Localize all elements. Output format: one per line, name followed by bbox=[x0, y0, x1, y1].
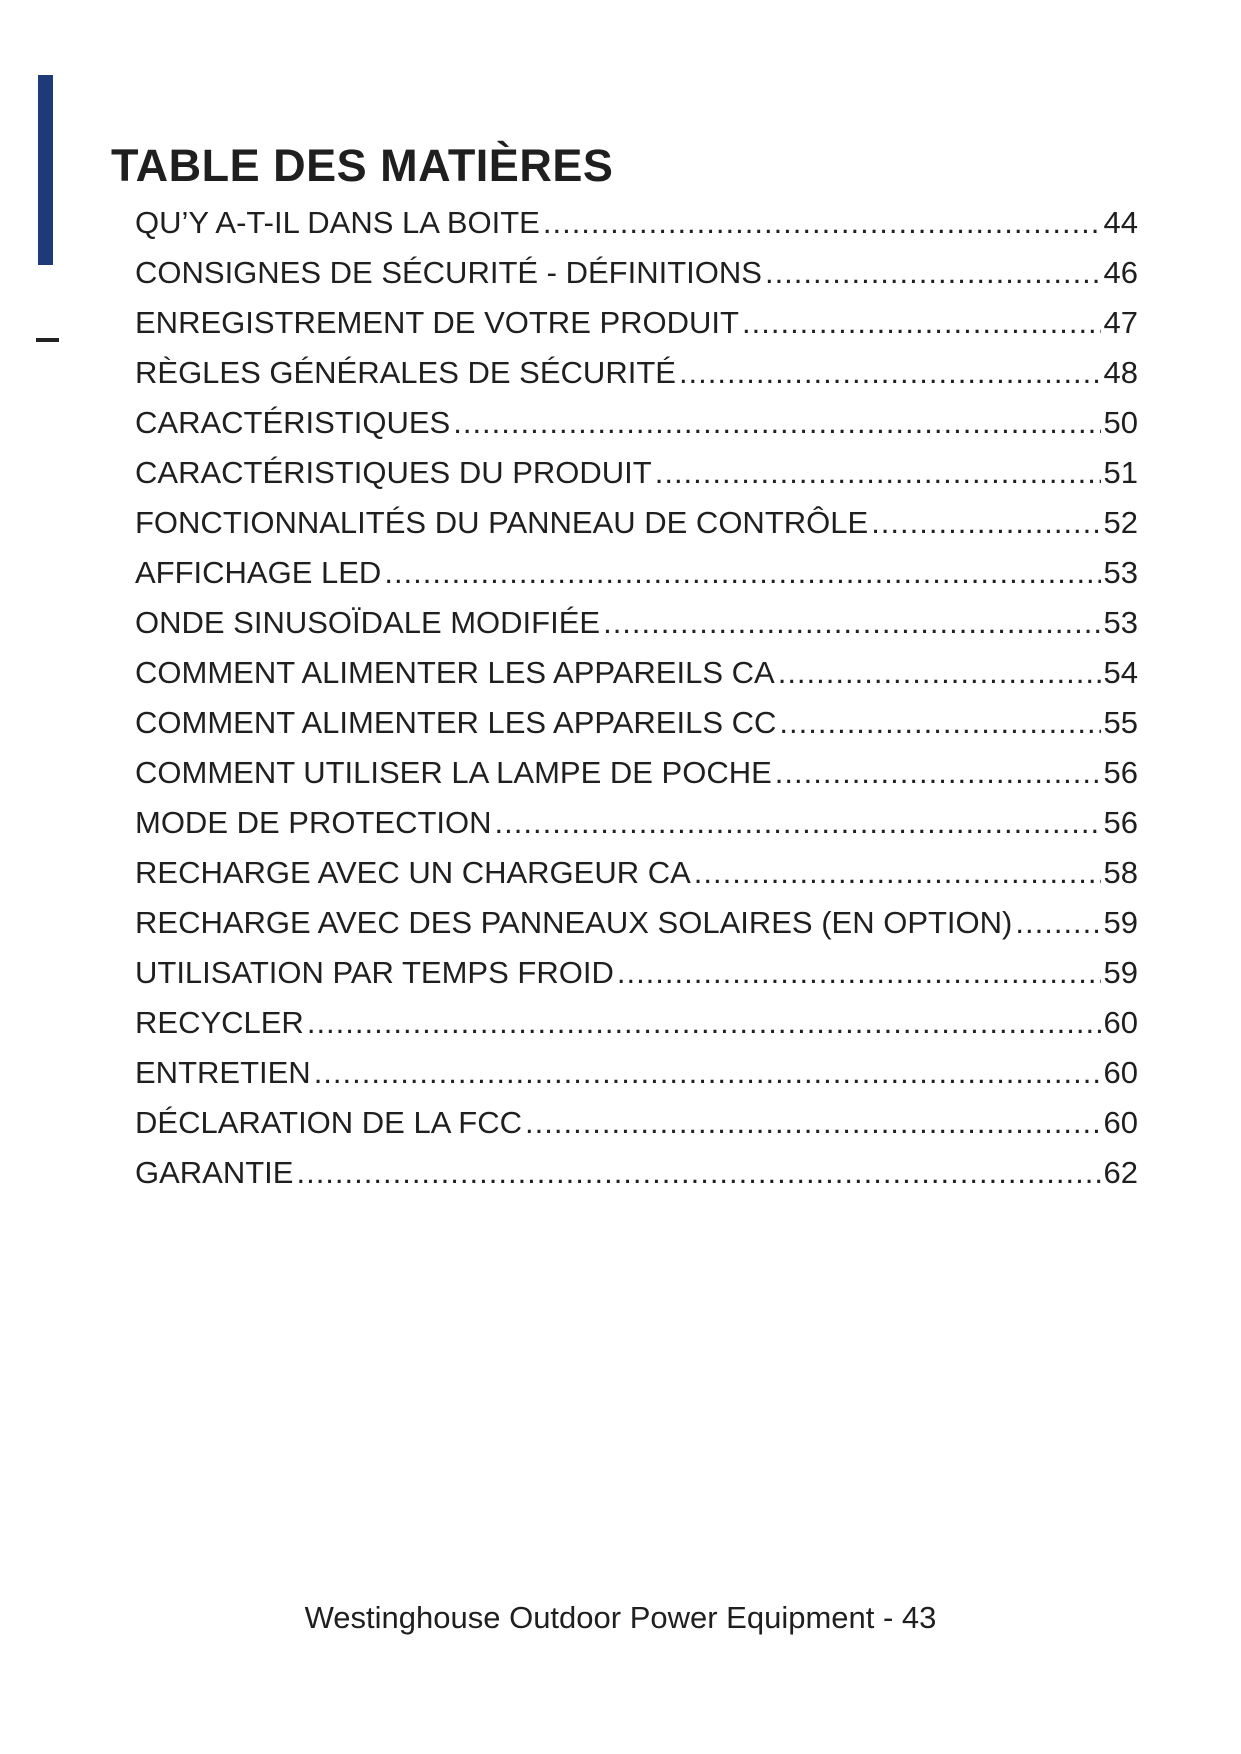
toc-entry-label: MODE DE PROTECTION bbox=[135, 805, 492, 840]
toc-dot-leader bbox=[778, 648, 1101, 698]
toc-entry-page: 53 bbox=[1103, 555, 1138, 590]
toc-entry[interactable] bbox=[135, 748, 1138, 798]
toc-entry[interactable] bbox=[135, 348, 1138, 398]
toc-dot-leader bbox=[603, 598, 1100, 648]
toc-entry-label: FONCTIONNALITÉS DU PANNEAU DE CONTRÔLE bbox=[135, 505, 869, 540]
toc-entry-page: 44 bbox=[1103, 205, 1138, 240]
toc-entry-page: 51 bbox=[1103, 455, 1138, 490]
toc-entry-page: 59 bbox=[1103, 955, 1138, 990]
toc-entry-label: ENREGISTREMENT DE VOTRE PRODUIT bbox=[135, 305, 739, 340]
toc-entry[interactable] bbox=[135, 898, 1138, 948]
toc-entry-page: 60 bbox=[1103, 1055, 1138, 1090]
toc-entry[interactable] bbox=[135, 448, 1138, 498]
table-of-contents bbox=[135, 198, 1138, 1198]
toc-entry[interactable] bbox=[135, 948, 1138, 998]
side-dash-mark bbox=[36, 338, 59, 342]
toc-dot-leader bbox=[617, 948, 1101, 998]
toc-dot-leader bbox=[314, 1048, 1101, 1098]
toc-entry-label: DÉCLARATION DE LA FCC bbox=[135, 1105, 523, 1140]
toc-entry[interactable] bbox=[135, 798, 1138, 848]
toc-dot-leader bbox=[453, 398, 1100, 448]
toc-dot-leader bbox=[384, 548, 1100, 598]
toc-entry[interactable] bbox=[135, 1098, 1138, 1148]
toc-entry-page: 60 bbox=[1103, 1005, 1138, 1040]
toc-entry-page: 54 bbox=[1103, 655, 1138, 690]
toc-dot-leader bbox=[543, 198, 1101, 248]
toc-entry-label: RECHARGE AVEC DES PANNEAUX SOLAIRES (EN OPTION) bbox=[135, 905, 1013, 940]
toc-dot-leader bbox=[775, 748, 1101, 798]
toc-dot-leader bbox=[742, 298, 1101, 348]
toc-entry-page: 62 bbox=[1103, 1155, 1138, 1190]
toc-entry[interactable] bbox=[135, 648, 1138, 698]
toc-entry-page: 60 bbox=[1103, 1105, 1138, 1140]
toc-entry-page: 46 bbox=[1103, 255, 1138, 290]
toc-entry-page: 53 bbox=[1103, 605, 1138, 640]
toc-entry-label: COMMENT ALIMENTER LES APPAREILS CA bbox=[135, 655, 775, 690]
toc-dot-leader bbox=[307, 998, 1101, 1048]
toc-entry-page: 52 bbox=[1103, 505, 1138, 540]
toc-entry-page: 58 bbox=[1103, 855, 1138, 890]
toc-entry-page: 59 bbox=[1103, 905, 1138, 940]
toc-entry[interactable] bbox=[135, 598, 1138, 648]
toc-entry[interactable] bbox=[135, 198, 1138, 248]
toc-entry[interactable] bbox=[135, 998, 1138, 1048]
toc-entry[interactable] bbox=[135, 548, 1138, 598]
toc-dot-leader bbox=[694, 848, 1101, 898]
toc-entry-label: UTILISATION PAR TEMPS FROID bbox=[135, 955, 614, 990]
toc-entry-label: CARACTÉRISTIQUES bbox=[135, 405, 451, 440]
toc-entry-page: 56 bbox=[1103, 805, 1138, 840]
toc-entry-label: ONDE SINUSOÏDALE MODIFIÉE bbox=[135, 605, 601, 640]
toc-dot-leader bbox=[525, 1098, 1101, 1148]
toc-dot-leader bbox=[779, 698, 1100, 748]
toc-entry-label: RECYCLER bbox=[135, 1005, 304, 1040]
toc-entry-page: 55 bbox=[1103, 705, 1138, 740]
toc-entry-label: CARACTÉRISTIQUES DU PRODUIT bbox=[135, 455, 652, 490]
toc-entry[interactable] bbox=[135, 848, 1138, 898]
side-accent-bar bbox=[38, 75, 53, 265]
toc-entry[interactable] bbox=[135, 698, 1138, 748]
toc-dot-leader bbox=[296, 1148, 1100, 1198]
toc-dot-leader bbox=[871, 498, 1100, 548]
toc-entry-label: RECHARGE AVEC UN CHARGEUR CA bbox=[135, 855, 691, 890]
page-footer: Westinghouse Outdoor Power Equipment - 43 bbox=[304, 1600, 937, 1635]
toc-entry-label: QU’Y A-T-IL DANS LA BOITE bbox=[135, 205, 540, 240]
toc-entry[interactable] bbox=[135, 298, 1138, 348]
page-title: TABLE DES MATIÈRES bbox=[111, 140, 614, 191]
toc-dot-leader bbox=[495, 798, 1101, 848]
toc-dot-leader bbox=[1015, 898, 1100, 948]
toc-entry-page: 56 bbox=[1103, 755, 1138, 790]
toc-entry-label: AFFICHAGE LED bbox=[135, 555, 382, 590]
toc-dot-leader bbox=[655, 448, 1101, 498]
toc-entry[interactable] bbox=[135, 498, 1138, 548]
toc-entry-page: 48 bbox=[1103, 355, 1138, 390]
toc-entry-label: RÈGLES GÉNÉRALES DE SÉCURITÉ bbox=[135, 355, 676, 390]
toc-entry-label: ENTRETIEN bbox=[135, 1055, 311, 1090]
toc-entry[interactable] bbox=[135, 1148, 1138, 1198]
toc-dot-leader bbox=[765, 248, 1101, 298]
toc-entry[interactable] bbox=[135, 248, 1138, 298]
toc-dot-leader bbox=[679, 348, 1101, 398]
toc-entry-page: 47 bbox=[1103, 305, 1138, 340]
toc-entry-label: COMMENT UTILISER LA LAMPE DE POCHE bbox=[135, 755, 772, 790]
toc-entry-label: GARANTIE bbox=[135, 1155, 294, 1190]
toc-entry[interactable] bbox=[135, 1048, 1138, 1098]
toc-entry-page: 50 bbox=[1103, 405, 1138, 440]
toc-entry-label: COMMENT ALIMENTER LES APPAREILS CC bbox=[135, 705, 777, 740]
toc-entry[interactable] bbox=[135, 398, 1138, 448]
toc-entry-label: CONSIGNES DE SÉCURITÉ - DÉFINITIONS bbox=[135, 255, 762, 290]
